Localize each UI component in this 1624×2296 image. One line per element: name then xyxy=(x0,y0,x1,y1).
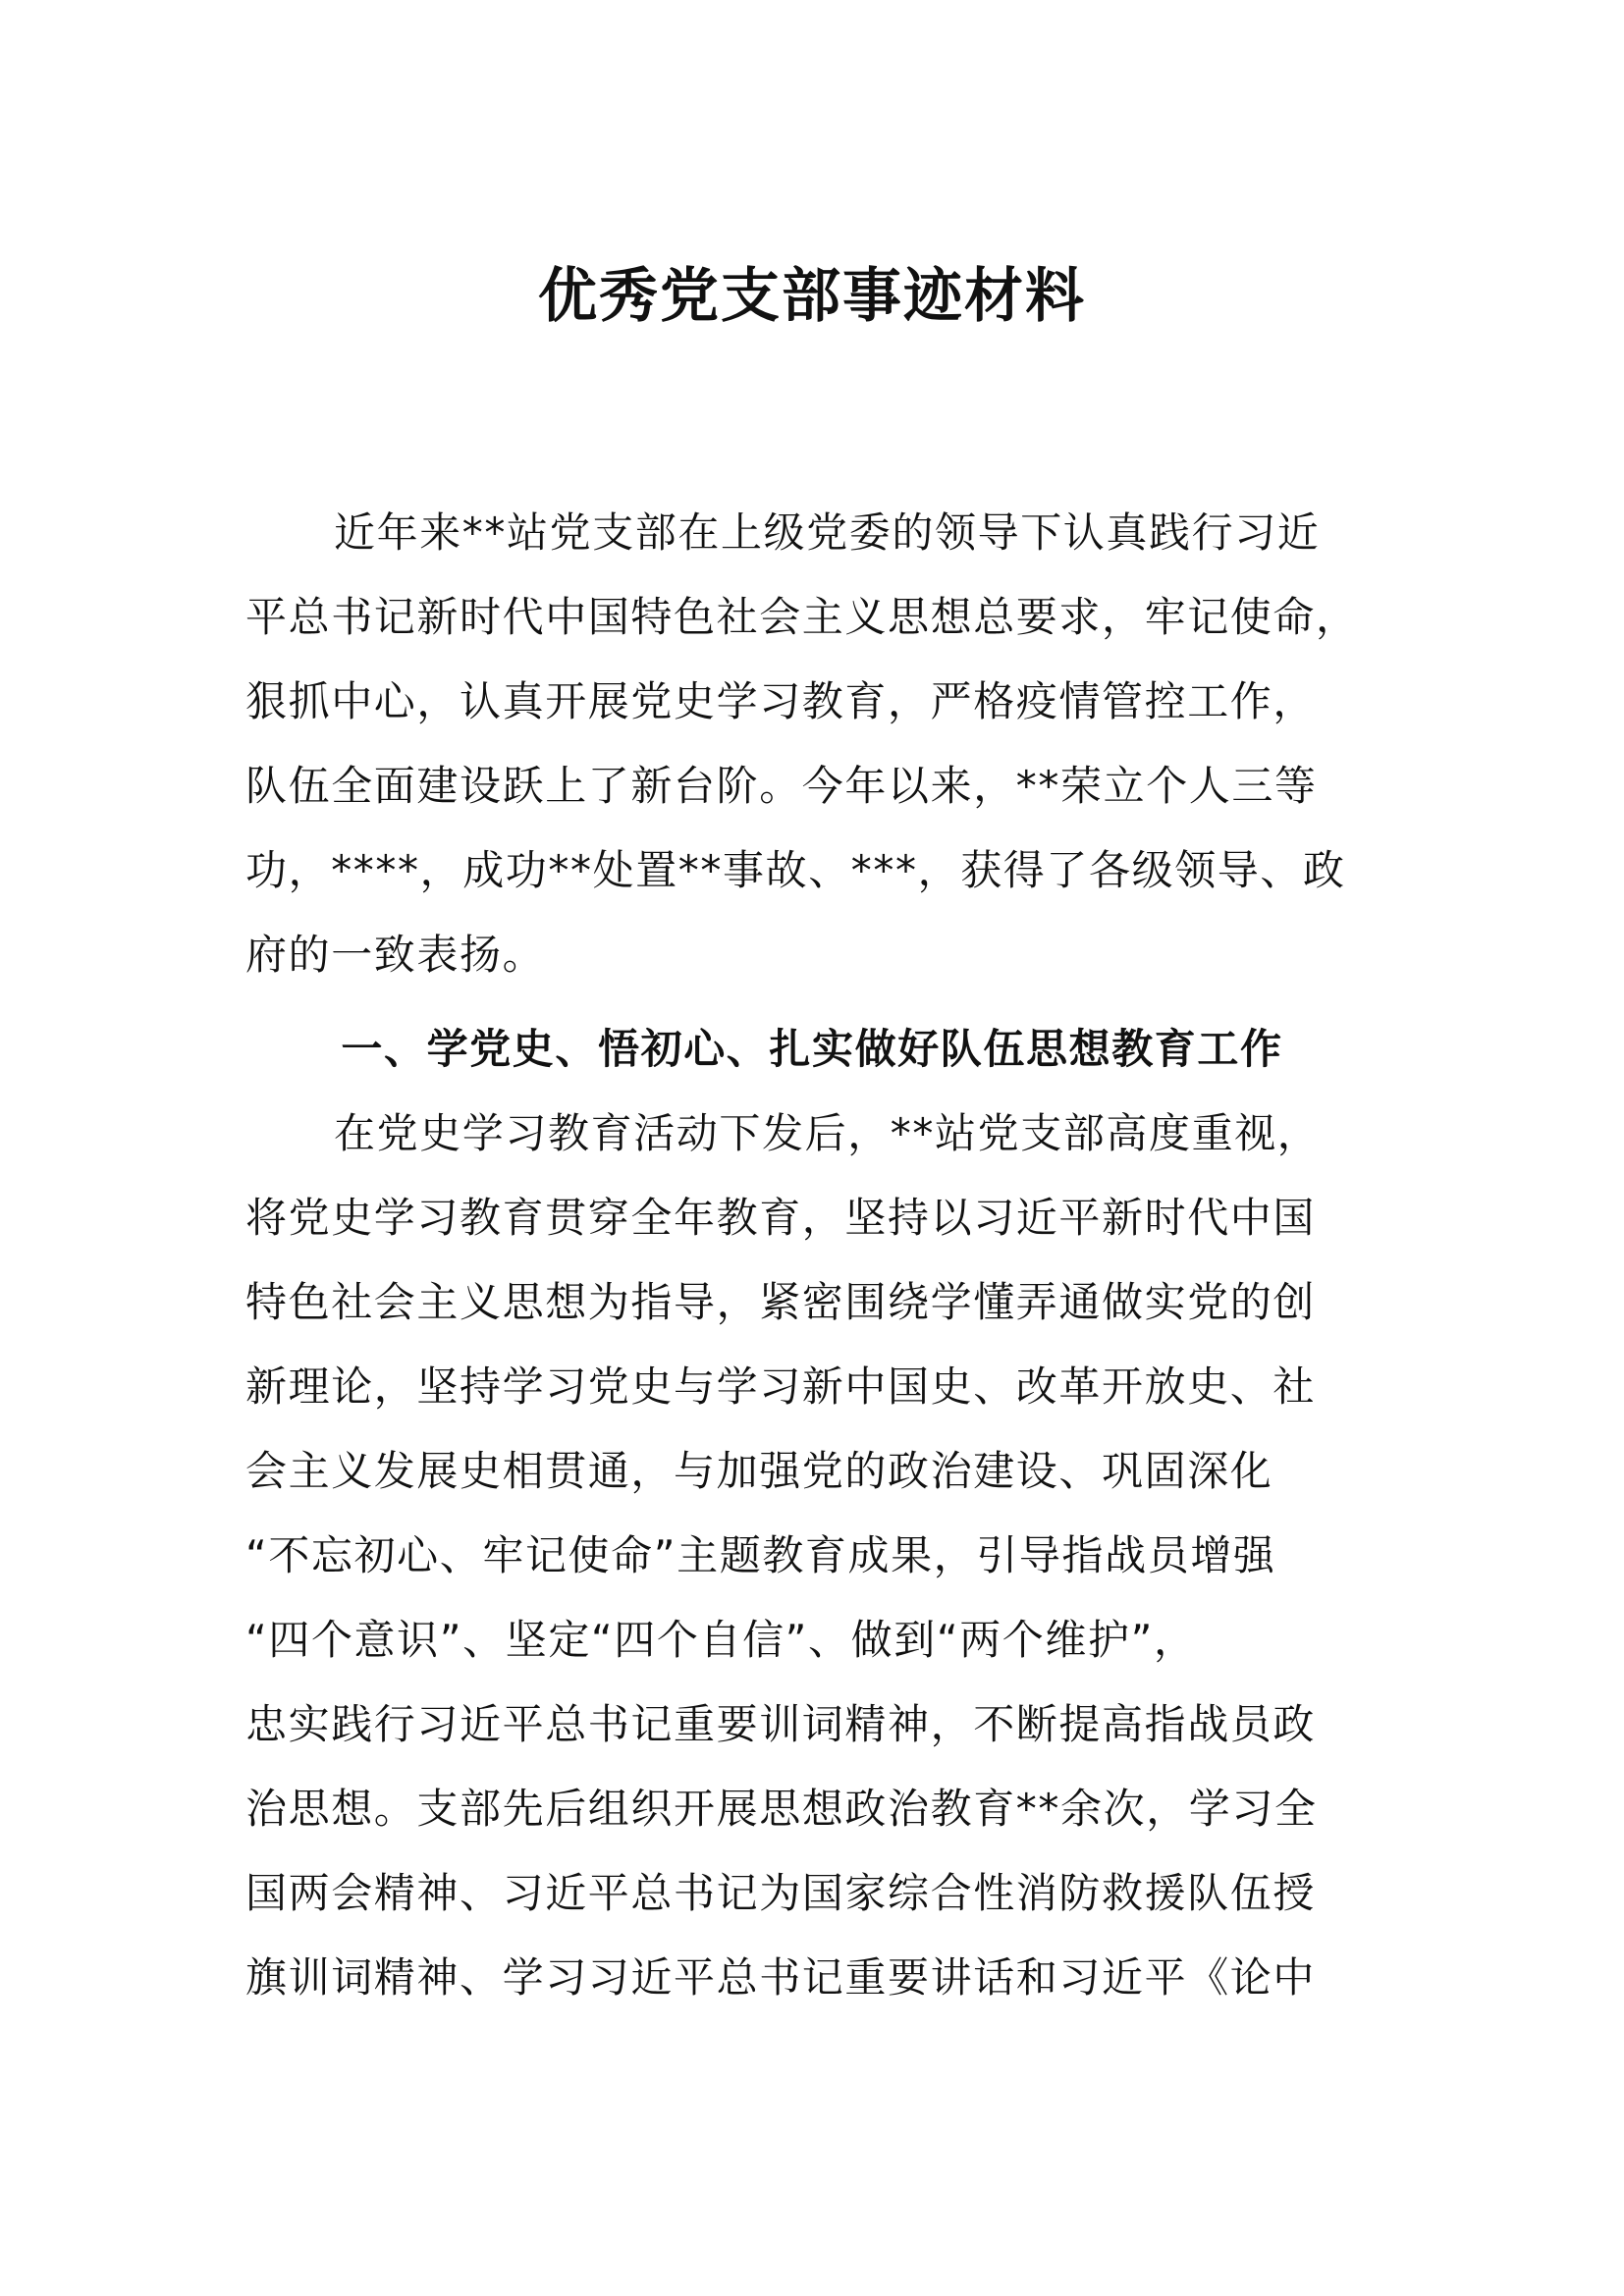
paragraph-line: 治思想。支部先后组织开展思想政治教育**余次，学习全 xyxy=(245,1785,1318,1833)
paragraph-line: 会主义发展史相贯通，与加强党的政治建设、巩固深化 xyxy=(245,1447,1273,1495)
paragraph-line: 特色社会主义思想为指导，紧密围绕学懂弄通做实党的创 xyxy=(245,1278,1317,1326)
paragraph-line: 将党史学习教育贯穿全年教育，坚持以习近平新时代中国 xyxy=(245,1194,1317,1242)
paragraph-line: 国两会精神、习近平总书记为国家综合性消防救援队伍授 xyxy=(245,1869,1317,1917)
paragraph-line: 功，****，成功**处置**事故、***，获得了各级领导、政 xyxy=(245,846,1346,894)
paragraph-line: 旗训词精神、学习习近平总书记重要讲话和习近平《论中 xyxy=(245,1953,1317,2002)
paragraph-line: 在党史学习教育活动下发后，**站党支部高度重视， xyxy=(334,1109,1321,1157)
paragraph-line: 府的一致表扬。 xyxy=(245,931,546,979)
paragraph-line: 新理论，坚持学习党史与学习新中国史、改革开放史、社 xyxy=(245,1362,1317,1411)
section-heading: 一、学党史、悟初心、扎实做好队伍思想教育工作 xyxy=(341,1025,1283,1073)
paragraph-line: “不忘初心、牢记使命”主题教育成果，引导指战员增强 xyxy=(245,1531,1276,1579)
paragraph-line: 平总书记新时代中国特色社会主义思想总要求，牢记使命， xyxy=(245,593,1359,641)
document-title: 优秀党支部事迹材料 xyxy=(538,262,1086,331)
intro-paragraph xyxy=(245,491,1384,997)
section-paragraph xyxy=(245,1092,1384,2020)
paragraph-line: 狠抓中心，认真开展党史学习教育，严格疫情管控工作， xyxy=(245,677,1317,725)
paragraph-line: “四个意识”、坚定“四个自信”、做到“两个维护”， xyxy=(245,1616,1197,1664)
paragraph-line: 忠实践行习近平总书记重要训词精神，不断提高指战员政 xyxy=(245,1700,1317,1748)
paragraph-line: 近年来**站党支部在上级党委的领导下认真践行习近 xyxy=(334,508,1321,557)
paragraph-line: 队伍全面建设跃上了新台阶。今年以来，**荣立个人三等 xyxy=(245,762,1318,810)
